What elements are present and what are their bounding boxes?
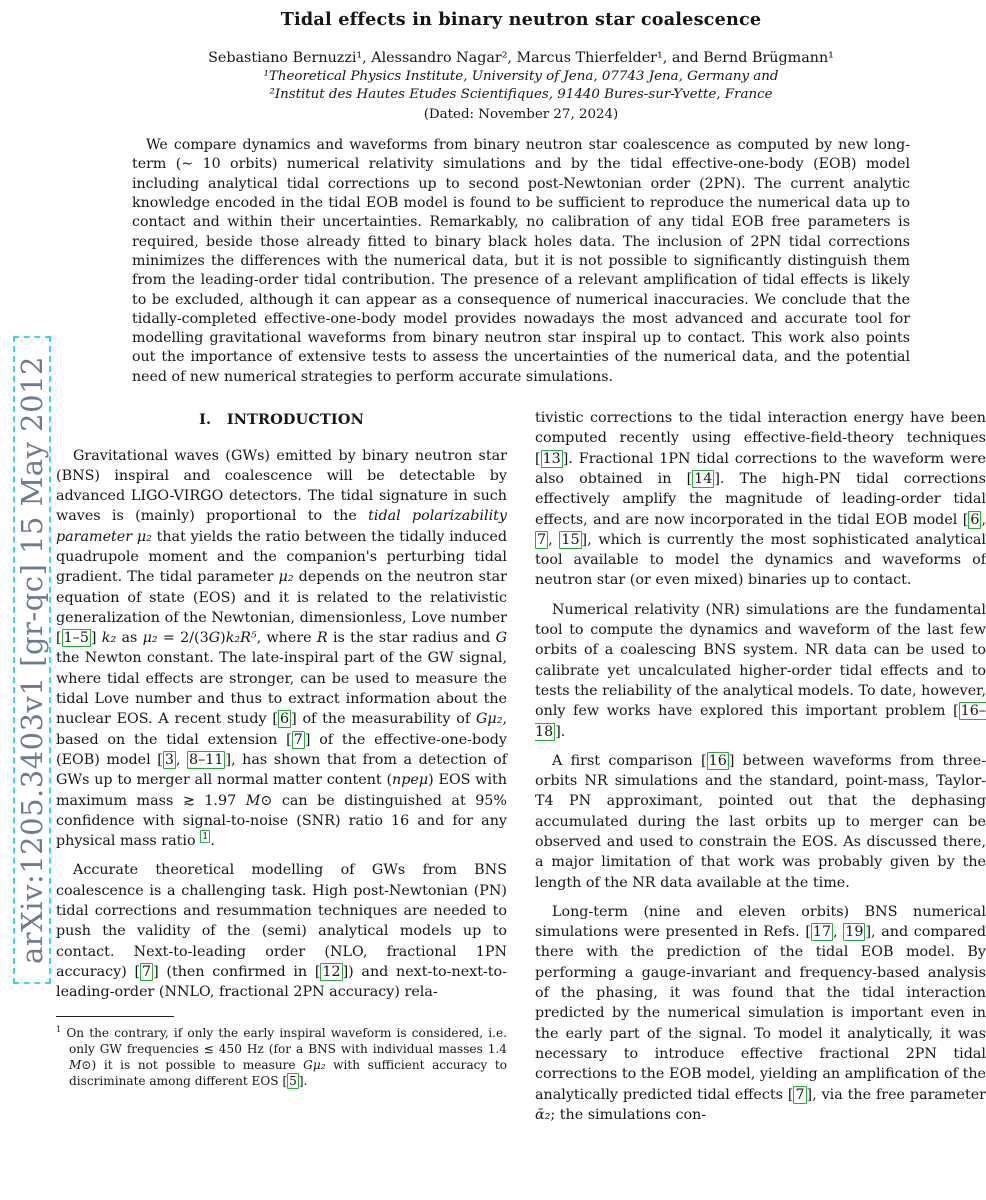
emphasis-text: tidal polarizability parameter μ₂ — [56, 508, 507, 545]
emphasis-text: npeμ — [392, 772, 429, 789]
emphasis-text: μ₂ — [142, 630, 158, 647]
emphasis-text: R — [316, 630, 328, 647]
citation-link[interactable]: 7 — [293, 731, 303, 748]
abstract-text: We compare dynamics and waveforms from binary neutron star coalescence as computed by new long-term (∼ 10 orbits) numerical relativity simulations and by the tidal effective-one-body (EOB) model including analytical tidal corrections up to second post-Newtonian order (2PN). The current analytic knowledge encoded in the tidal EOB model is found to be sufficient to reproduce the numerical data up to contact and within their uncertainties. Remarkably, no calibration of any tidal EOB free parameters is required, beside those already fitted to binary black holes data. The inclusion of 2PN tidal corrections minimizes the differences with the numerical data, but it is not possible to significantly distinguish them from the leading-order tidal contribution. The presence of a relevant amplification of tidal effects is likely to be excluded, although it can appear as a consequence of numerical inaccuracies. We conclude that the tidally-completed effective-one-body model provides nowadays the most advanced and accurate tool for modelling gravitational waveforms from binary neutron star inspiral up to contact. This work also points out the importance of extensive tests to assess the uncertainties of the numerical data, and the potential need of new numerical strategies to perform accurate simulations. — [132, 137, 910, 385]
body-paragraph: Gravitational waves (GWs) emitted by binary neutron star (BNS) inspiral and coalescence will be detectable by advanced LIGO-VIRGO detectors. The tidal signature in such waves is (mainly) proportional to the tidal polarizability parameter μ₂ that yields the ratio between the tidally induced quadrupole moment and the companion's perturbing tidal gradient. The tidal parameter μ₂ depends on the neutron star equation of state (EOS) and it is related to the relativistic generalization of the Newtonian, dimensionless, Love number [ 1–5 ] k₂ as μ₂ = 2/(3G)k₂R⁵, where R is the star radius and G the Newton constant. The late-inspiral part of the GW signal, where tidal effects are stronger, can be used to measure the tidal Love number and thus to extract information about the nuclear EOS. A recent study [ 6 ] of the measurability of Gμ₂, based on the tidal extension [ 7 ] of the effective-one-body (EOB) model [ 3 , 8–11 ], has shown that from a detection of GWs up to merger all normal matter content (npeμ) EOS with maximum mass ≳ 1.97 M⊙ can be distinguished at 95% confidence with signal-to-noise (SNR) ratio 16 and for any physical mass ratio $^1$ . — [56, 447, 508, 850]
emphasis-text: k₂R⁵ — [225, 630, 257, 647]
citation-link[interactable]: 16–18 — [535, 703, 986, 740]
affiliation-2: ²Institut des Hautes Etudes Scientifiques, 91440 Bures-sur-Yvette, France — [269, 87, 773, 102]
emphasis-text: ᾱ₂ — [535, 1106, 551, 1123]
body-paragraph: Numerical relativity (NR) simulations are the fundamental tool to compute the dynamics and waveform of the last few orbits of a coalescing BNS system. NR data can be used to calibrate yet uncalculated higher-order tidal effects and to tests the reliability of the analytical models. To date, however, only few works have explored this important problem [ 16–18 ]. — [535, 601, 986, 740]
citation-link[interactable]: 15 — [561, 531, 580, 548]
citation-link[interactable]: 7 — [142, 963, 152, 980]
body-paragraph: A first comparison [ 16 ] between waveforms from three-orbits NR simulations and the standard, point-mass, Taylor-T4 PN approximant, pointed out that the dephasing accumulated during the last orbits up to merger can be observed and used to constrain the EOS. As discussed there, a major limitation of that work was probably given by the length of the NR data available at the time. — [535, 752, 986, 891]
emphasis-text: M⊙ — [245, 792, 273, 809]
citation-link[interactable]: 7 — [537, 531, 547, 548]
citation-link[interactable]: 13 — [542, 450, 561, 467]
authors-line: Sebastiano Bernuzzi¹, Alessandro Nagar², Marcus Thierfelder¹, and Bernd Brügmann¹ — [208, 50, 834, 66]
citation-link[interactable]: 16 — [708, 752, 727, 769]
emphasis-text: μ₂ — [278, 569, 294, 586]
emphasis-text: Gμ₂ — [476, 711, 503, 728]
citation-link[interactable]: 3 — [164, 751, 174, 768]
citation-link[interactable]: 6 — [279, 711, 290, 728]
emphasis-text: G — [208, 630, 221, 647]
citation-link[interactable]: 8–11 — [189, 751, 224, 768]
emphasis-text: G — [495, 630, 508, 647]
emphasis-text: k₂ — [101, 630, 117, 647]
affiliation-1: ¹Theoretical Physics Institute, University of Jena, 07743 Jena, Germany and — [263, 69, 779, 84]
body-paragraph: Accurate theoretical modelling of GWs from BNS coalescence is a challenging task. High post-Newtonian (PN) tidal corrections and resummation techniques are needed to push the validity of the (semi) analytical models up to contact. Next-to-leading order (NLO, fractional 1PN accuracy) [ 7 ] (then confirmed in [ 12 ]) and next-to-next-to-leading-order (NNLO, fractional 2PN accuracy) rela- — [56, 862, 507, 1001]
footnote-text: $^1$ On the contrary, if only the early inspiral waveform is considered, i.e. only GW frequencies ≲ 450 Hz (for a BNS with individual masses 1.4 M⊙) it is not possible to measure Gμ₂ with sufficient accuracy to discriminate among different EOS [ 5 ]. — [56, 1023, 508, 1088]
footnote-ref-link[interactable]: 1 — [202, 831, 209, 843]
emphasis-text: M⊙ — [69, 1057, 92, 1072]
paper-content — [56, 0, 986, 1134]
paper-title: Tidal effects in binary neutron star coalescence — [280, 9, 762, 30]
citation-link[interactable]: 17 — [812, 924, 832, 941]
citation-link[interactable]: 14 — [694, 470, 713, 487]
arxiv-stamp-link[interactable]: arXiv:1205.3403v1 [gr-qc] 15 May 2012 — [13, 336, 51, 984]
citation-link[interactable]: 1–5 — [63, 630, 89, 647]
two-column-body — [56, 408, 986, 1134]
right-column — [535, 408, 986, 1134]
footnote-marker: 1 — [56, 1023, 62, 1034]
footnote-rule — [56, 1016, 174, 1017]
citation-link[interactable]: 7 — [795, 1086, 805, 1103]
citation-link[interactable]: 6 — [970, 511, 980, 528]
section-heading-introduction: I. INTRODUCTION — [199, 411, 364, 429]
left-column — [56, 408, 507, 1134]
citation-link[interactable]: 12 — [322, 963, 341, 980]
footnote-reference — [200, 830, 210, 843]
emphasis-text: Gμ₂ — [303, 1057, 326, 1072]
body-paragraph: Long-term (nine and eleven orbits) BNS numerical simulations were presented in Refs. [ 17 , 19 ], and compared there with the prediction of the tidal EOB model. By performing a gauge-invariant and frequency-based analysis of the phasing, it was found that the tidal interaction predicted by the numerical simulation is important even in the early part of the signal. To model it analytically, it was necessary to introduce effective fractional 2PN tidal corrections to the EOB model, yielding an amplification of the analytically predicted tidal effects [ 7 ], via the free parameter ᾱ₂; the simulations con- — [535, 903, 986, 1123]
date-line: (Dated: November 27, 2024) — [423, 107, 619, 122]
body-paragraph: tivistic corrections to the tidal interaction energy have been computed recently using effective-field-theory techniques [ 13 ]. Fractional 1PN tidal corrections to the waveform were also obtained in [ 14 ]. The high-PN tidal corrections effectively amplify the magnitude of leading-order tidal effects, and are now incorporated in the tidal EOB model [ 6 , 7 , 15 ], which is currently the most sophisticated analytical tool available to model the dynamics and waveforms of neutron star (or even mixed) binaries up to contact. — [535, 410, 986, 589]
citation-link[interactable]: 19 — [845, 924, 864, 941]
citation-link[interactable]: 5 — [289, 1073, 297, 1088]
